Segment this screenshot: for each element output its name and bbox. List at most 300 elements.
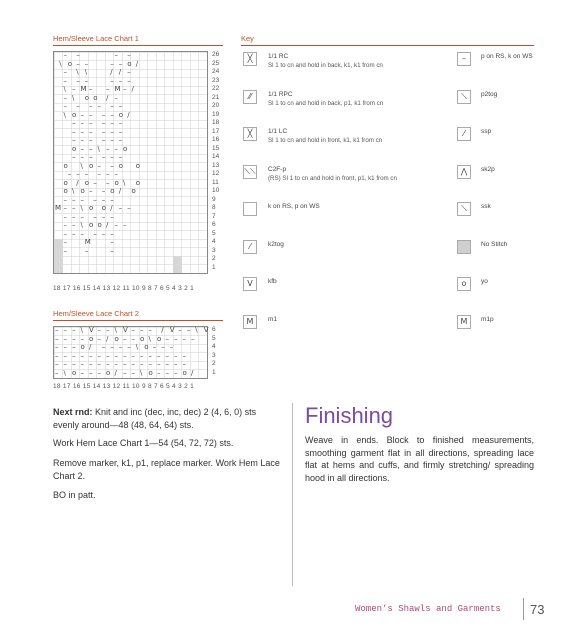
stitch-symbol: – xyxy=(165,360,169,368)
row-number: 22 xyxy=(212,85,220,92)
row-number: 10 xyxy=(212,187,220,194)
stitch-symbol: o xyxy=(84,93,90,102)
key-entry-description: (RS) Sl 1 to cn and hold in front, p1, k1 from cn xyxy=(268,174,397,182)
stitch-symbol: o xyxy=(135,161,141,170)
stitch-symbol: o xyxy=(182,368,187,377)
stitch-symbol: V xyxy=(169,326,175,334)
stitch-symbol: – xyxy=(101,119,106,127)
stitch-symbol: – xyxy=(63,51,67,59)
stitch-symbol: – xyxy=(55,326,59,334)
key-entry-name: No Stitch xyxy=(481,240,508,248)
stitch-symbol: – xyxy=(101,127,106,136)
stitch-symbol: – xyxy=(101,153,106,161)
stitch-symbol: o xyxy=(106,368,111,377)
stitch-symbol: / xyxy=(127,110,130,119)
stitch-symbol: – xyxy=(106,144,110,153)
stitch-symbol: – xyxy=(118,102,123,110)
stitch-symbol: – xyxy=(72,85,76,93)
row-number: 1 xyxy=(212,263,216,271)
key-entry-description: Sl 1 to cn and hold in back, p1, k1 from cn xyxy=(268,99,384,107)
yo-icon: o xyxy=(457,277,471,291)
key-entry-name: 1/1 LC xyxy=(268,128,288,135)
stitch-symbol: – xyxy=(84,246,89,255)
row-number: 17 xyxy=(212,127,220,135)
stitch-symbol: M xyxy=(55,204,62,212)
footer-book-title: Women’s Shawls and Garments xyxy=(355,604,501,614)
stitch-symbol: – xyxy=(157,368,161,377)
stitch-symbol: – xyxy=(110,229,114,238)
stitch-symbol: – xyxy=(84,59,89,68)
row-number: 16 xyxy=(212,136,220,143)
stitch-symbol: – xyxy=(110,110,114,119)
stitch-symbol: – xyxy=(97,102,101,110)
stitch-symbol: – xyxy=(80,229,84,238)
stitch-symbol: – xyxy=(123,334,127,343)
stitch-symbol: o xyxy=(72,110,77,119)
stitch-symbol: – xyxy=(140,360,144,368)
stitch-symbol: – xyxy=(101,195,106,204)
left-cross-icon: ╳ xyxy=(243,127,257,141)
stitch-symbol: – xyxy=(174,360,178,368)
stitch-symbol: – xyxy=(114,221,118,229)
finishing-heading: Finishing xyxy=(305,403,394,428)
stitch-symbol: / xyxy=(106,221,109,229)
stitch-symbol: o xyxy=(89,221,94,229)
stitch-symbol: – xyxy=(55,343,59,351)
row-number: 5 xyxy=(212,229,216,237)
stitch-symbol: – xyxy=(72,119,76,127)
stitch-symbol: / xyxy=(191,368,194,377)
row-number: 2 xyxy=(212,360,216,367)
stitch-symbol: \ xyxy=(63,110,66,119)
stitch-symbol: / xyxy=(118,68,122,76)
stitch-symbol: o xyxy=(89,334,94,343)
row-number: 12 xyxy=(212,170,220,177)
stitch-symbol: \ xyxy=(80,161,83,170)
hem-chart2-paragraph: Remove marker, k1, p1, replace marker. Work Hem Lace Chart 2. xyxy=(53,458,280,481)
stitch-symbol: – xyxy=(101,343,106,351)
stitch-symbol: / xyxy=(161,326,164,334)
stitch-symbol: – xyxy=(174,351,178,360)
stitch-symbol: – xyxy=(165,334,169,343)
bind-off-paragraph: BO in patt. xyxy=(53,490,96,500)
m1-icon: M xyxy=(243,315,257,329)
stitch-symbol: – xyxy=(140,351,144,360)
stitch-symbol: – xyxy=(63,102,67,110)
stitch-symbol: – xyxy=(67,170,72,178)
stitch-symbol: – xyxy=(127,204,131,212)
stitch-symbol: – xyxy=(93,178,97,187)
stitch-symbol: – xyxy=(101,187,106,195)
stitch-symbol: \ xyxy=(84,68,88,76)
stitch-symbol: – xyxy=(114,93,118,102)
key-entry-description: Sl 1 to cn and hold in front, k1, k1 from cn xyxy=(268,137,383,144)
row-number: 25 xyxy=(212,59,220,67)
stitch-symbol: – xyxy=(89,351,93,360)
stitch-symbol: – xyxy=(106,170,110,178)
row-number: 6 xyxy=(212,326,216,333)
chart1-rule xyxy=(53,45,223,46)
stitch-symbol: – xyxy=(110,59,114,68)
stitch-symbol: – xyxy=(89,368,93,377)
stitch-symbol: – xyxy=(89,144,93,153)
chart1-grid xyxy=(53,51,208,274)
ssk-icon: ⟍ xyxy=(457,202,471,216)
stitch-symbol: \ xyxy=(80,326,83,334)
stitch-symbol: \ xyxy=(80,204,83,212)
stitch-symbol: – xyxy=(97,368,101,377)
p2tog-icon: ⟍ xyxy=(457,90,471,104)
stitch-symbol: o xyxy=(118,110,124,119)
right-purl-cross-icon: ⁄⁄ xyxy=(243,90,257,104)
stitch-symbol: / xyxy=(106,334,109,343)
stitch-symbol: – xyxy=(114,351,118,360)
row-number: 8 xyxy=(212,204,216,211)
stitch-symbol: – xyxy=(174,334,178,343)
stitch-symbol: / xyxy=(118,187,122,195)
stitch-symbol: – xyxy=(118,76,123,85)
stitch-symbol: – xyxy=(127,68,131,76)
stitch-symbol: – xyxy=(72,334,76,343)
stitch-symbol: – xyxy=(97,161,101,170)
stitch-symbol: – xyxy=(131,334,135,343)
stitch-symbol: – xyxy=(80,334,84,343)
stitch-symbol: – xyxy=(178,326,182,334)
stitch-symbol: – xyxy=(123,85,127,93)
stitch-symbol: – xyxy=(76,51,80,59)
stitch-symbol: o xyxy=(80,343,85,351)
stitch-symbol: – xyxy=(114,360,118,368)
stitch-symbol: – xyxy=(148,351,152,360)
stitch-symbol: – xyxy=(127,76,131,85)
stitch-symbol: o xyxy=(93,93,98,102)
row-number: 7 xyxy=(212,212,216,220)
row-number: 6 xyxy=(212,221,216,228)
stitch-symbol: V xyxy=(203,326,209,334)
row-number: 9 xyxy=(212,195,216,203)
stitch-symbol: – xyxy=(72,326,76,334)
stitch-symbol: – xyxy=(97,351,101,360)
stitch-symbol: – xyxy=(80,144,84,153)
row-number: 13 xyxy=(212,161,220,169)
stitch-symbol: o xyxy=(67,59,73,68)
stitch-symbol: \ xyxy=(63,85,66,93)
stitch-symbol: M xyxy=(114,85,121,93)
stitch-symbol: – xyxy=(63,360,67,368)
stitch-symbol: – xyxy=(97,360,101,368)
stitch-symbol: / xyxy=(110,68,113,76)
stitch-symbol: – xyxy=(110,212,114,221)
stitch-symbol: / xyxy=(106,93,109,102)
stitch-symbol: – xyxy=(63,334,67,343)
stitch-symbol: – xyxy=(80,136,84,144)
chart2-col-numbers: 18 17 16 15 14 13 12 11 10 9 8 7 6 5 4 3 2 1 xyxy=(53,383,195,390)
stitch-symbol: – xyxy=(63,326,67,334)
row-number: 21 xyxy=(212,93,220,101)
stitch-symbol: – xyxy=(93,229,97,238)
stitch-symbol: \ xyxy=(123,178,126,187)
stitch-symbol: – xyxy=(55,351,59,360)
stitch-symbol: – xyxy=(93,195,97,204)
stitch-symbol: – xyxy=(157,360,161,368)
next-round-label: Next rnd: xyxy=(53,407,93,417)
stitch-symbol: – xyxy=(157,351,161,360)
stitch-symbol: – xyxy=(110,153,114,161)
key-entry-name: ssp xyxy=(481,128,492,135)
next-round-paragraph xyxy=(53,406,283,431)
stitch-symbol: – xyxy=(89,136,93,144)
stitch-symbol: \ xyxy=(114,326,117,334)
stitch-symbol: – xyxy=(80,153,84,161)
stitch-symbol: – xyxy=(165,368,169,377)
stitch-symbol: o xyxy=(127,59,132,68)
stitch-symbol: – xyxy=(131,360,135,368)
stitch-symbol: – xyxy=(101,212,106,221)
stitch-symbol: – xyxy=(72,127,76,136)
stitch-symbol: – xyxy=(110,238,114,246)
stitch-symbol: – xyxy=(63,93,67,102)
key-entry-name: p on RS, k on WS xyxy=(481,53,533,60)
stitch-symbol: – xyxy=(110,136,114,144)
key-entry-name: k on RS, p on WS xyxy=(268,203,320,210)
row-number: 3 xyxy=(212,351,216,359)
key-entry-name: kfb xyxy=(268,278,277,285)
no-stitch-block xyxy=(54,239,63,273)
right-cross-icon: ╳ xyxy=(243,52,257,66)
stitch-symbol: – xyxy=(127,51,131,59)
c2f-p-icon: ⟍⟍ xyxy=(243,165,257,179)
stitch-symbol: – xyxy=(89,85,93,93)
stitch-symbol: – xyxy=(161,343,165,351)
row-number: 5 xyxy=(212,334,216,342)
stitch-symbol: \ xyxy=(59,59,62,68)
stitch-symbol: – xyxy=(63,212,67,221)
stitch-symbol: – xyxy=(63,238,67,246)
stitch-symbol: \ xyxy=(72,187,75,195)
stitch-symbol: – xyxy=(76,59,80,68)
kfb-icon: V xyxy=(243,277,257,291)
key-entry-name: 1/1 RPC xyxy=(268,90,293,98)
key-entry-name: p2tog xyxy=(481,90,498,98)
row-number: 14 xyxy=(212,153,220,160)
stitch-symbol: – xyxy=(80,212,84,221)
stitch-symbol: – xyxy=(80,127,84,136)
stitch-symbol: – xyxy=(101,229,106,238)
stitch-symbol: \ xyxy=(76,68,79,76)
stitch-symbol: – xyxy=(63,221,67,229)
stitch-symbol: – xyxy=(118,204,123,212)
stitch-symbol: – xyxy=(106,85,110,93)
stitch-symbol: o xyxy=(97,221,102,229)
stitch-symbol: o xyxy=(131,187,136,195)
stitch-symbol: o xyxy=(144,343,149,351)
stitch-symbol: – xyxy=(97,334,101,343)
stitch-symbol: – xyxy=(89,102,93,110)
stitch-symbol: o xyxy=(114,334,119,343)
stitch-symbol: – xyxy=(89,127,93,136)
stitch-symbol: – xyxy=(110,246,114,255)
stitch-symbol: – xyxy=(72,360,76,368)
stitch-symbol: o xyxy=(140,334,145,343)
stitch-symbol: – xyxy=(89,153,93,161)
stitch-symbol: o xyxy=(72,368,77,377)
row-number: 11 xyxy=(212,178,219,186)
stitch-symbol: – xyxy=(72,229,76,238)
row-number: 4 xyxy=(212,343,216,350)
chart1-title: Hem/Sleeve Lace Chart 1 xyxy=(53,34,139,43)
hem-chart1-paragraph: Work Hem Lace Chart 1—54 (54, 72, 72) sts. xyxy=(53,438,234,448)
stitch-symbol: o xyxy=(157,334,162,343)
stitch-symbol: \ xyxy=(195,326,198,334)
stitch-symbol: – xyxy=(106,178,110,187)
stitch-symbol: – xyxy=(165,351,169,360)
key-entry-name: sk2p xyxy=(481,165,495,173)
stitch-symbol: – xyxy=(114,170,118,178)
stitch-symbol: \ xyxy=(135,343,139,351)
stitch-symbol: – xyxy=(72,153,76,161)
page-number: 73 xyxy=(530,602,545,617)
stitch-symbol: o xyxy=(148,368,153,377)
stitch-symbol: M xyxy=(84,238,91,246)
row-number: 1 xyxy=(212,368,216,376)
stitch-symbol: – xyxy=(169,343,174,351)
stitch-symbol: – xyxy=(123,360,127,368)
stitch-symbol: – xyxy=(114,144,118,153)
stitch-symbol: \ xyxy=(97,144,100,153)
stitch-symbol: o xyxy=(72,144,77,153)
stitch-symbol: – xyxy=(110,76,114,85)
no-stitch-icon xyxy=(457,240,471,254)
stitch-symbol: – xyxy=(76,76,80,85)
stitch-symbol: o xyxy=(63,161,68,170)
stitch-symbol: – xyxy=(182,360,186,368)
stitch-symbol: – xyxy=(80,195,84,204)
stitch-symbol: – xyxy=(80,351,84,360)
stitch-symbol: – xyxy=(72,204,76,212)
stitch-symbol: o xyxy=(110,187,115,195)
stitch-symbol: – xyxy=(118,136,123,144)
stitch-symbol: – xyxy=(55,334,59,343)
chart2-rule xyxy=(53,320,223,321)
stitch-symbol: – xyxy=(97,170,101,178)
stitch-symbol: – xyxy=(114,51,118,59)
stitch-symbol: – xyxy=(101,136,106,144)
stitch-symbol: – xyxy=(110,195,114,204)
stitch-symbol: o xyxy=(89,204,94,212)
stitch-symbol: – xyxy=(110,127,114,136)
stitch-symbol: – xyxy=(55,368,59,377)
stitch-symbol: – xyxy=(84,76,89,85)
stitch-symbol: – xyxy=(148,326,152,334)
m1p-icon: M xyxy=(457,315,471,329)
stitch-symbol: – xyxy=(182,334,186,343)
stitch-symbol: – xyxy=(89,187,93,195)
stitch-symbol: – xyxy=(110,343,114,351)
chart2-title: Hem/Sleeve Lace Chart 2 xyxy=(53,309,139,318)
row-number: 23 xyxy=(212,76,220,84)
row-number: 24 xyxy=(212,68,220,75)
stitch-symbol: – xyxy=(110,119,114,127)
key-entry-name: m1p xyxy=(481,315,494,323)
stitch-symbol: – xyxy=(55,360,59,368)
stitch-symbol: – xyxy=(118,153,123,161)
stitch-symbol: – xyxy=(80,119,84,127)
stitch-symbol: – xyxy=(72,221,76,229)
stitch-symbol: – xyxy=(93,212,97,221)
row-number: 20 xyxy=(212,102,220,109)
row-number: 19 xyxy=(212,110,220,118)
stitch-symbol: o xyxy=(89,161,94,170)
stitch-symbol: \ xyxy=(140,368,143,377)
stitch-symbol: – xyxy=(63,246,67,255)
column-divider xyxy=(292,403,293,586)
stitch-symbol: \ xyxy=(80,221,83,229)
stitch-symbol: – xyxy=(72,343,76,351)
finishing-text: Weave in ends. Block to finished measurements, smoothing garment flat in all directions, spreading lace flat at hems and cuffs, and firmly stretching/ spreading hood in all directions. xyxy=(305,435,534,483)
stitch-symbol: – xyxy=(63,76,67,85)
stitch-symbol: o xyxy=(63,187,68,195)
chart1-col-numbers: 18 17 16 15 14 13 12 11 10 9 8 7 6 5 4 3 2 1 xyxy=(53,285,195,292)
stitch-symbol: \ xyxy=(72,93,75,102)
stitch-symbol: – xyxy=(80,368,84,377)
stitch-symbol: – xyxy=(76,170,80,178)
stitch-symbol: – xyxy=(118,119,123,127)
knit-icon xyxy=(243,202,257,216)
row-number: 2 xyxy=(212,255,216,262)
stitch-symbol: o xyxy=(135,178,141,187)
stitch-symbol: – xyxy=(118,343,123,351)
stitch-symbol: o xyxy=(118,161,124,170)
stitch-symbol: – xyxy=(110,161,114,170)
stitch-symbol: o xyxy=(123,144,128,153)
stitch-symbol: – xyxy=(106,351,110,360)
stitch-symbol: / xyxy=(110,204,113,212)
stitch-symbol: – xyxy=(182,351,186,360)
stitch-symbol: – xyxy=(63,204,67,212)
stitch-symbol: / xyxy=(89,343,92,351)
stitch-symbol: V xyxy=(89,326,94,334)
stitch-symbol: – xyxy=(72,136,76,144)
stitch-symbol: / xyxy=(76,178,79,187)
stitch-symbol: V xyxy=(123,326,128,334)
stitch-symbol: – xyxy=(148,360,152,368)
stitch-symbol: – xyxy=(140,326,144,334)
key-entry-name: k2tog xyxy=(268,240,284,248)
stitch-symbol: o xyxy=(63,178,68,187)
stitch-symbol: \ xyxy=(148,334,151,343)
stitch-symbol: – xyxy=(84,170,89,178)
key-entry-description: Sl 1 to cn and hold in back, k1, k1 from cn xyxy=(268,62,383,69)
stitch-symbol: – xyxy=(89,110,93,119)
sk2p-icon: ⋀ xyxy=(457,165,471,179)
row-number: 26 xyxy=(212,51,220,58)
stitch-symbol: – xyxy=(123,368,127,377)
stitch-symbol: M xyxy=(80,85,87,93)
stitch-symbol: – xyxy=(131,368,135,377)
stitch-symbol: – xyxy=(152,343,157,351)
stitch-symbol: – xyxy=(89,360,93,368)
stitch-symbol: – xyxy=(110,102,114,110)
k2tog-icon: ⁄ xyxy=(243,240,257,254)
stitch-symbol: – xyxy=(127,343,131,351)
stitch-symbol: – xyxy=(174,368,178,377)
key-rule xyxy=(241,45,534,46)
stitch-symbol: – xyxy=(101,110,106,119)
stitch-symbol: – xyxy=(63,195,67,204)
chart1-row-numbers xyxy=(212,51,219,272)
key-entry-name: 1/1 RC xyxy=(268,53,289,60)
stitch-symbol: – xyxy=(123,351,127,360)
